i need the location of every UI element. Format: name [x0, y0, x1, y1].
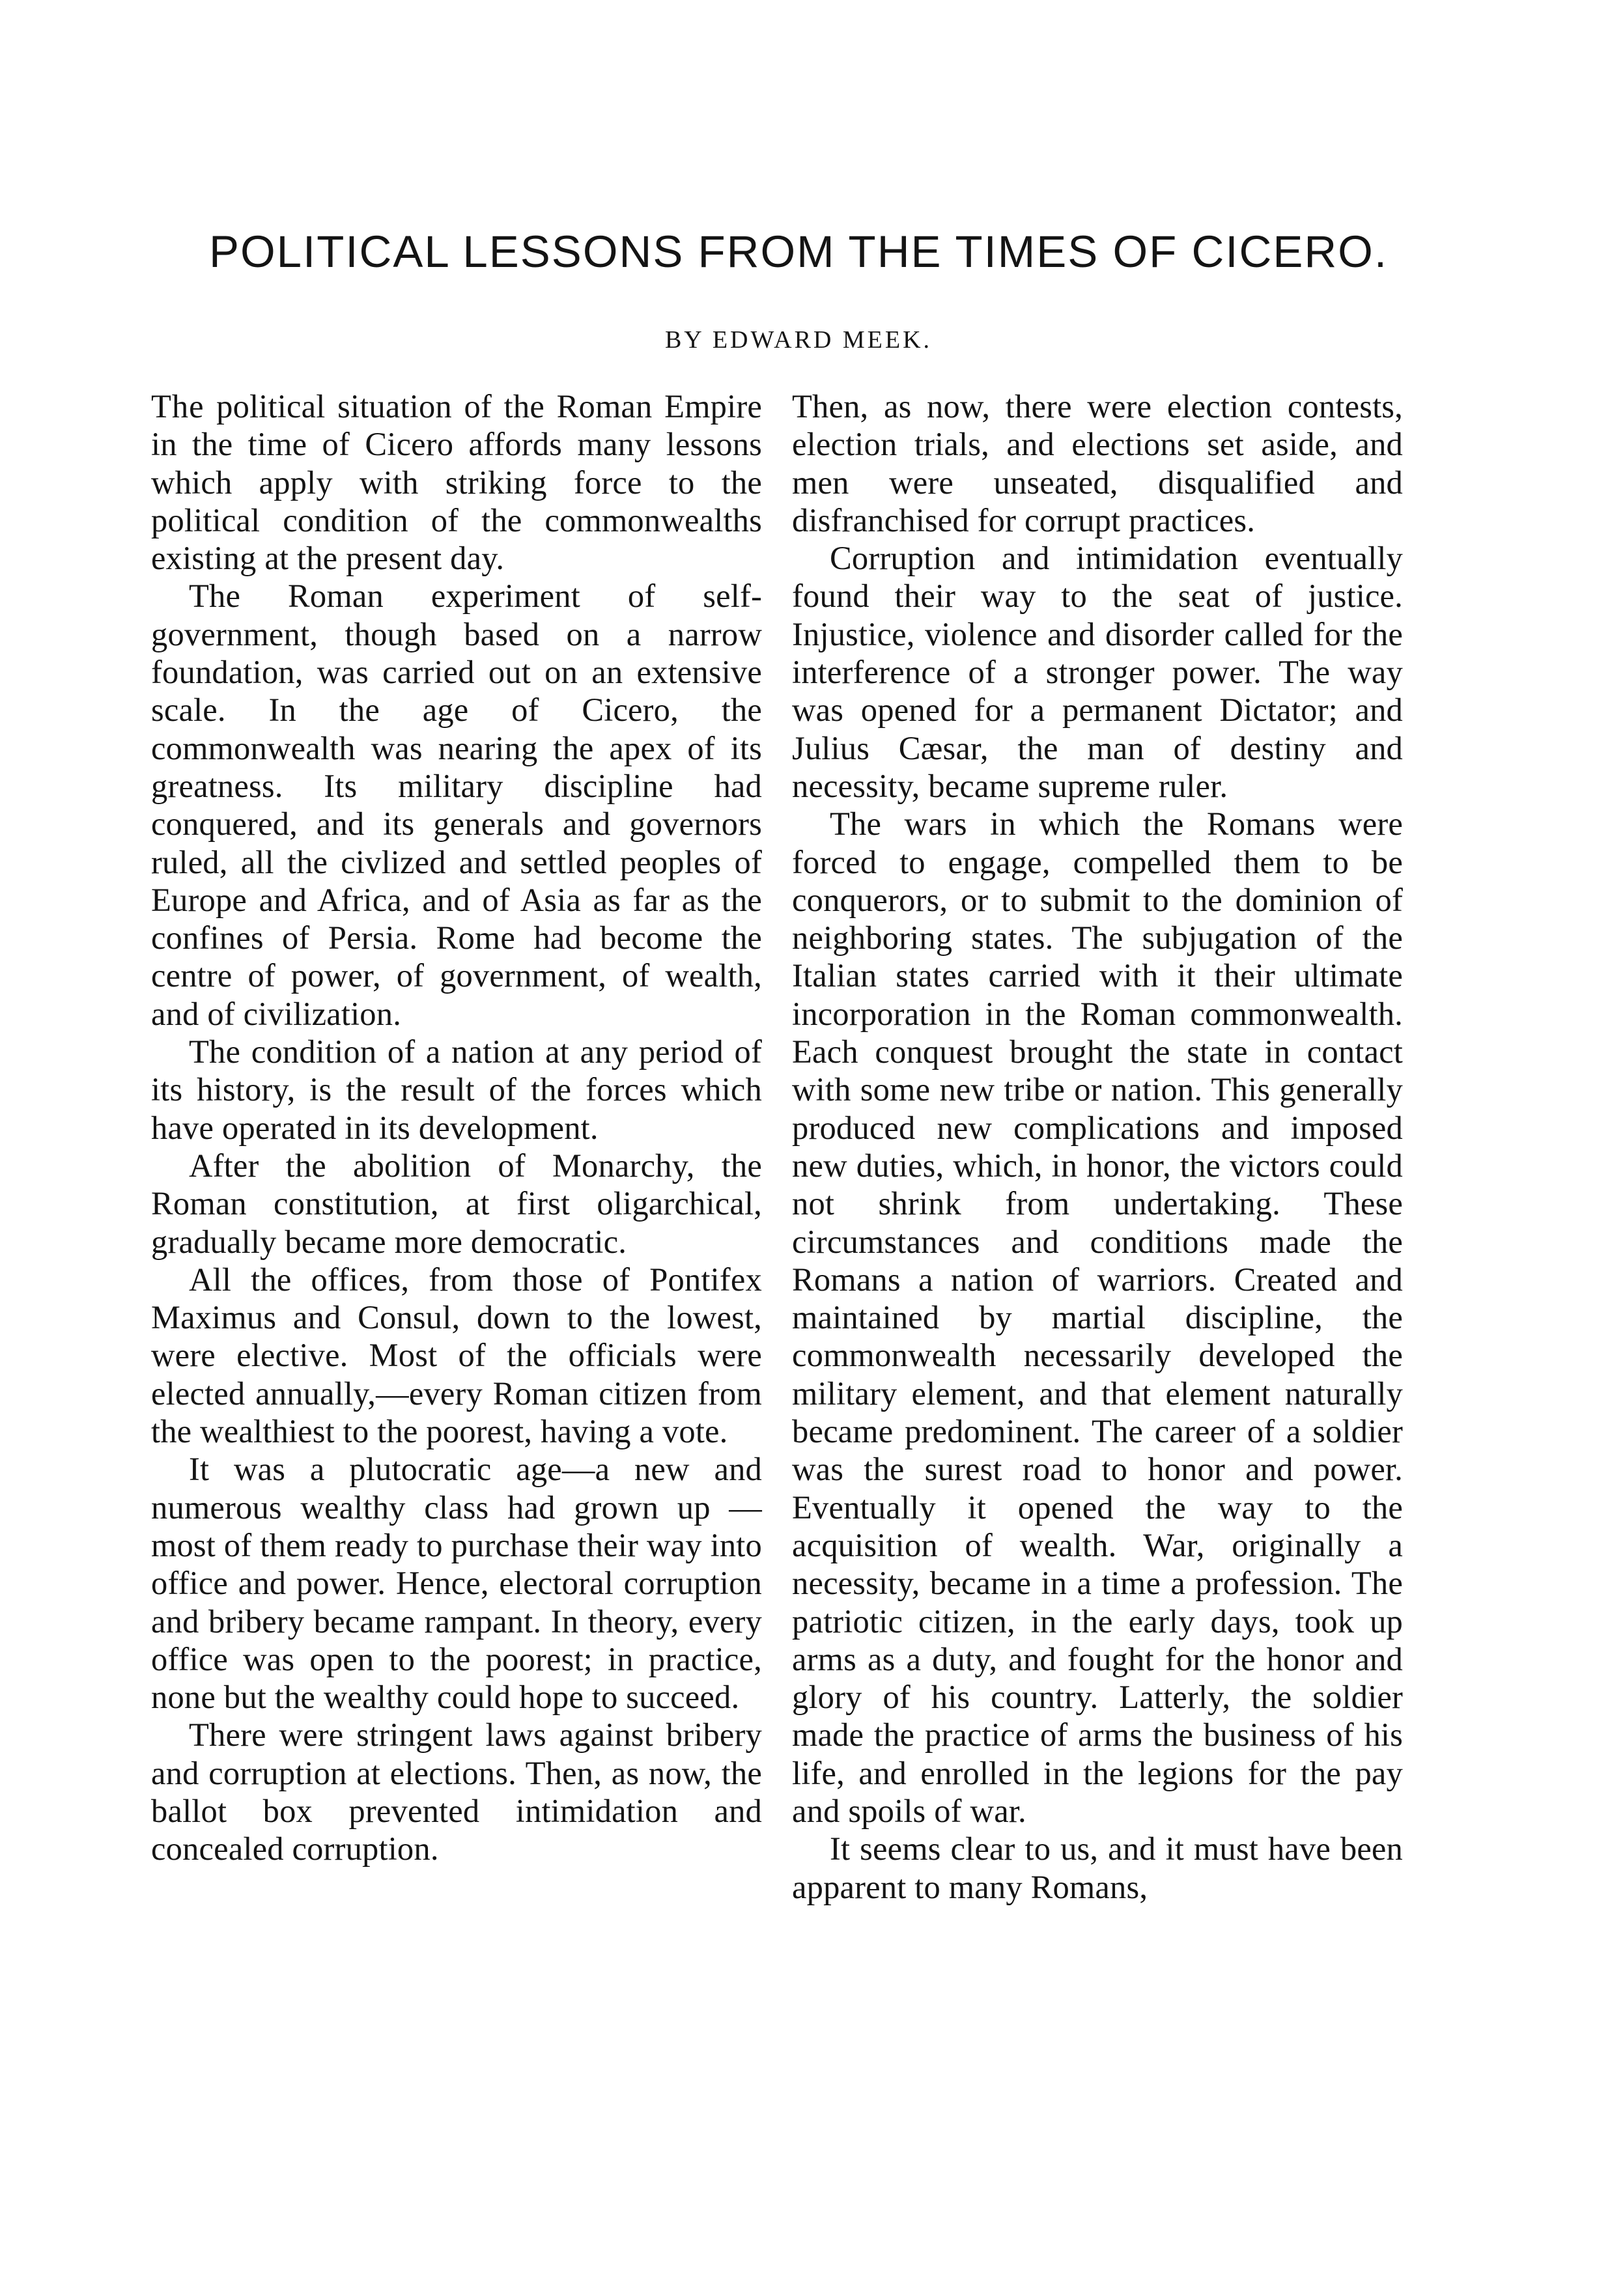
- left-column: [151, 387, 762, 1868]
- right-paragraph-1: Then, as now, there were election contests, election trials, and elections set aside, and men were unseated, disqualified and disfranchised for corrupt practices.: [792, 388, 1403, 539]
- left-paragraph-1: [151, 387, 762, 577]
- right-paragraph-2: Corruption and intimidation eventually found their way to the seat of justice. Injustice, violence and disorder called for the interference of a stronger power. The way was opened for a permanent Dictator; and Julius Cæsar, the man of destiny and necessity, became supreme ruler.: [792, 540, 1403, 804]
- article-byline: BY EDWARD MEEK.: [664, 326, 933, 354]
- left-paragraph-4: After the abolition of Monarchy, the Roman constitution, at first oligarchical, gradually became more democratic.: [151, 1147, 762, 1260]
- lead-word: The: [151, 388, 205, 425]
- left-paragraph-7: There were stringent laws against bribery and corruption at elections. Then, as now, the ballot box prevented intimidation and concealed corruption.: [151, 1716, 762, 1868]
- right-column: [792, 387, 1403, 1906]
- left-paragraph-6: It was a plutocratic age—a new and numerous wealthy class had grown up —most of them ready to purchase their way into office and power. Hence, electoral corruption and bribery became rampant. In theory, every office was open to the poorest; in practice, none but the wealthy could hope to succeed.: [151, 1451, 762, 1716]
- left-paragraph-3: The condition of a nation at any period of its history, is the result of the forces which have operated in its development.: [151, 1033, 762, 1146]
- left-paragraph-1-text: political situation of the Roman Empire in the time of Cicero affords many lessons which apply with striking force to the political condition of the commonwealths existing at the present day.: [151, 388, 762, 577]
- right-paragraph-3: The wars in which the Romans were forced to engage, compelled them to be conquerors, or to submit to the dominion of neighboring states. The subjugation of the Italian states carried with it their ultimate incorporation in the Roman commonwealth. Each conquest brought the state in contact with some new tribe or nation. This generally produced new complications and imposed new duties, which, in honor, the victors could not shrink from undertaking. These circumstances and conditions made the Romans a nation of warriors. Created and maintained by martial discipline, the commonwealth necessarily developed the military element, and that element naturally became predominent. The career of a soldier was the surest road to honor and power. Eventually it opened the way to the acquisition of wealth. War, originally a necessity, became in a time a profession. The patriotic citizen, in the early days, took up arms as a duty, and fought for the honor and glory of his country. Latterly, the soldier made the practice of arms the business of his life, and enrolled in the legions for the pay and spoils of war.: [792, 805, 1403, 1829]
- right-paragraph-4: It seems clear to us, and it must have been apparent to many Romans,: [792, 1830, 1403, 1905]
- left-paragraph-2: The Roman experiment of self-government, though based on a narrow foundation, was carried out on an extensive scale. In the age of Cicero, the commonwealth was nearing the apex of its greatness. Its military discipline had conquered, and its generals and governors ruled, all the civlized and settled peoples of Europe and Africa, and of Asia as far as the confines of Persia. Rome had become the centre of power, of government, of wealth, and of civilization.: [151, 578, 762, 1032]
- article-title: POLITICAL LESSONS FROM THE TIMES OF CICERO.: [208, 227, 1389, 277]
- left-paragraph-5: All the offices, from those of Pontifex Maximus and Consul, down to the lowest, were elective. Most of the officials were elected annually,—every Roman citizen from the wealthiest to the poorest, having a vote.: [151, 1261, 762, 1450]
